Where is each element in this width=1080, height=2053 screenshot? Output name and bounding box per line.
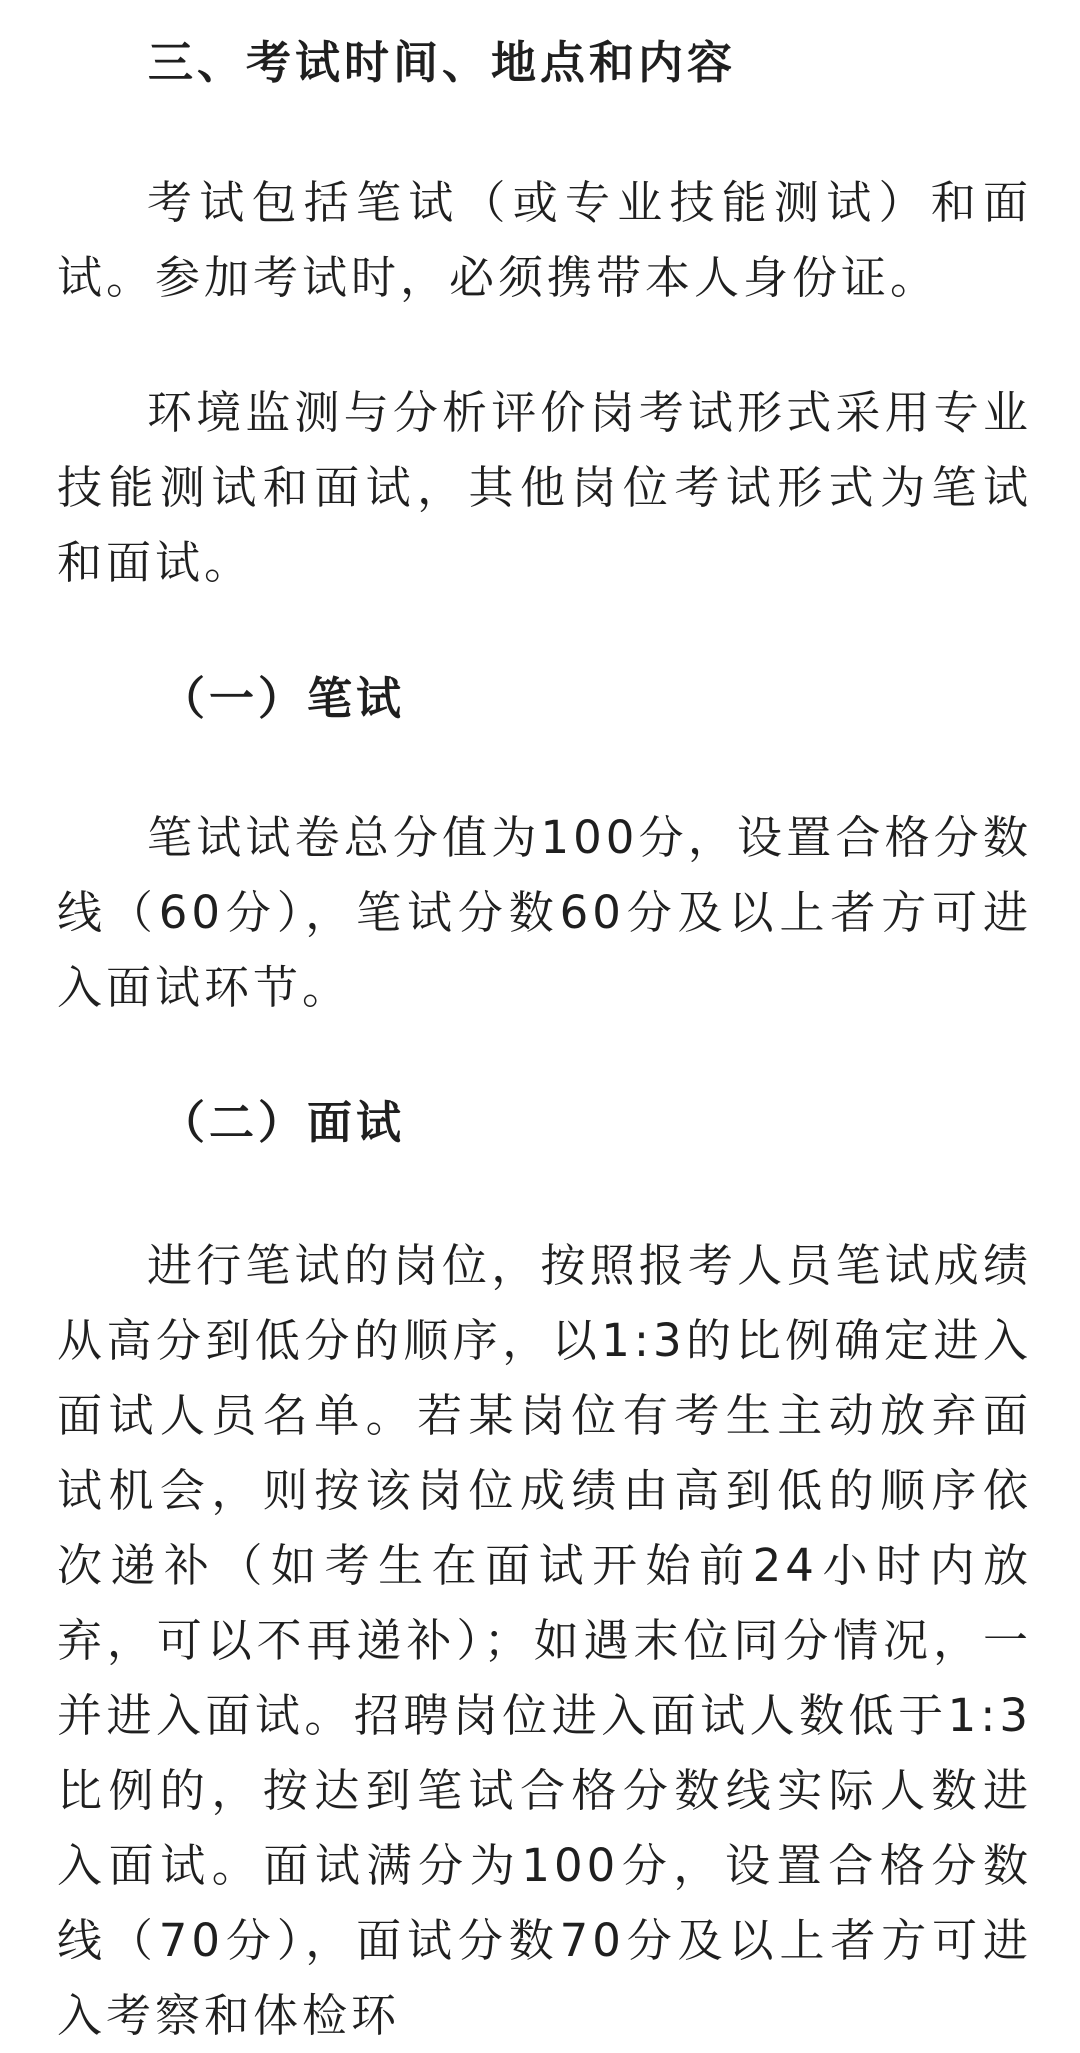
written-exam-paragraph: 笔试试卷总分值为100分，设置合格分数线（60分），笔试分数60分及以上者方可进入面试环节。 xyxy=(57,811,1032,1014)
written-exam-heading: （一）笔试 xyxy=(160,672,406,725)
intro-paragraph: 考试包括笔试（或专业技能测试）和面试。参加考试时，必须携带本人身份证。 xyxy=(57,176,1032,304)
exam-format-paragraph: 环境监测与分析评价岗考试形式采用专业技能测试和面试，其他岗位考试形式为笔试和面试。 xyxy=(57,386,1032,589)
section-title: 三、考试时间、地点和内容 xyxy=(148,36,737,89)
interview-heading: （二）面试 xyxy=(160,1096,406,1149)
interview-paragraph: 进行笔试的岗位，按照报考人员笔试成绩从高分到低分的顺序，以1:3的比例确定进入面试人员名单。若某岗位有考生主动放弃面试机会，则按该岗位成绩由高到低的顺序依次递补（如考生在面试开始前24小时内放弃，可以不再递补）；如遇末位同分情况，一并进入面试。招聘岗位进入面试人数低于1:3比例的，按达到笔试合格分数线实际人数进入面试。面试满分为100分，设置合格分数线（70分），面试分数70分及以上者方可进入考察和体检环 xyxy=(57,1239,1032,2042)
